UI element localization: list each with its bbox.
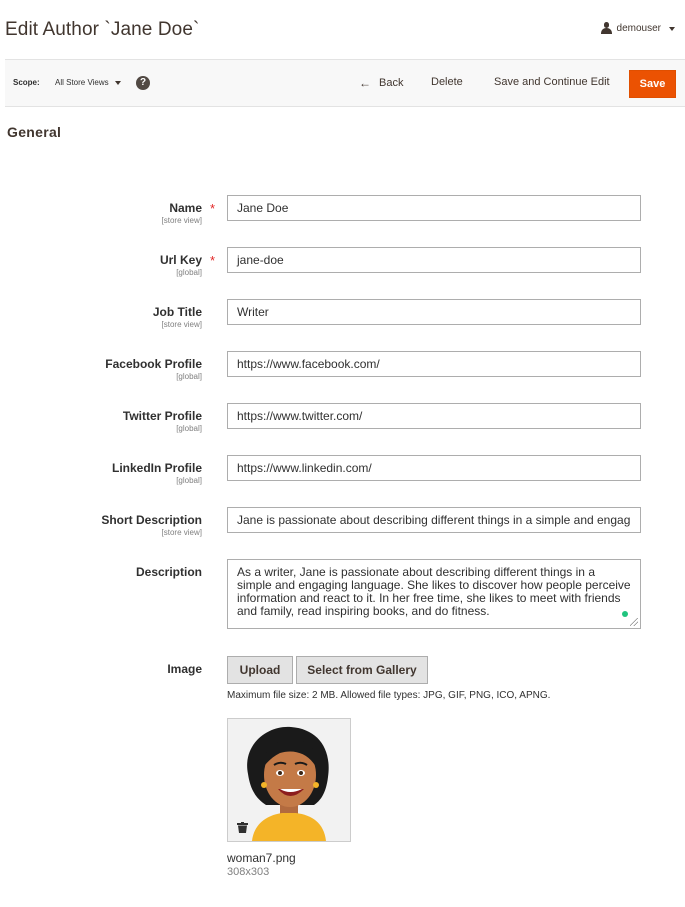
resize-handle-icon[interactable] (630, 618, 638, 626)
short-description-scope: [store view] (161, 528, 202, 537)
name-label: Name (169, 201, 202, 215)
delete-button[interactable]: Delete (431, 76, 463, 88)
description-label: Description (135, 565, 202, 579)
url-key-scope: [global] (176, 268, 202, 277)
page-toolbar (5, 59, 685, 107)
linkedin-label: LinkedIn Profile (111, 461, 202, 475)
chevron-down-icon (669, 27, 675, 31)
facebook-scope: [global] (176, 372, 202, 381)
page-title: Edit Author `Jane Doe` (5, 19, 200, 40)
select-from-gallery-button[interactable]: Select from Gallery (296, 656, 428, 684)
url-key-input[interactable]: jane-doe (227, 247, 641, 273)
help-icon[interactable]: ? (136, 76, 150, 90)
user-menu[interactable] (601, 22, 675, 35)
back-button[interactable] (359, 76, 403, 90)
scope-switcher[interactable] (55, 78, 121, 87)
short-description-label: Short Description (101, 513, 202, 527)
image-preview[interactable] (227, 718, 351, 842)
linkedin-input[interactable]: https://www.linkedin.com/ (227, 455, 641, 481)
name-input[interactable]: Jane Doe (227, 195, 641, 221)
upload-button[interactable]: Upload (227, 656, 293, 684)
username: demouser (616, 23, 661, 34)
user-icon (601, 22, 612, 35)
description-text: As a writer, Jane is passionate about describing different things in a simple and engaging language. She likes to discover how people perceive information and react to it. In her free time, she likes to meet with friends and family, read inspiring books, and do fitness. (237, 565, 631, 618)
save-button[interactable]: Save (629, 70, 676, 98)
twitter-label: Twitter Profile (122, 409, 202, 423)
name-scope: [store view] (161, 216, 202, 225)
page-header (0, 0, 685, 58)
url-key-label: Url Key (159, 253, 202, 267)
facebook-label: Facebook Profile (105, 357, 202, 371)
required-asterisk: * (210, 201, 216, 216)
image-filename: woman7.png (227, 851, 296, 865)
chevron-down-icon (115, 81, 121, 85)
job-title-label: Job Title (152, 305, 202, 319)
save-and-continue-button[interactable]: Save and Continue Edit (494, 76, 610, 88)
linkedin-scope: [global] (176, 476, 202, 485)
scope-value: All Store Views (55, 78, 109, 87)
job-title-scope: [store view] (161, 320, 202, 329)
back-label: Back (379, 77, 404, 89)
description-textarea[interactable] (227, 559, 641, 629)
section-title: General (7, 124, 62, 140)
twitter-input[interactable]: https://www.twitter.com/ (227, 403, 641, 429)
facebook-input[interactable]: https://www.facebook.com/ (227, 351, 641, 377)
required-asterisk: * (210, 253, 216, 268)
short-description-input[interactable]: Jane is passionate about describing different things in a simple and engag (227, 507, 641, 533)
twitter-scope: [global] (176, 424, 202, 433)
trash-icon[interactable] (237, 822, 248, 833)
arrow-left-icon: ← (359, 76, 371, 90)
file-size-note: Maximum file size: 2 MB. Allowed file types: JPG, GIF, PNG, ICO, APNG. (227, 690, 551, 701)
scope-label: Scope: (13, 78, 40, 87)
job-title-input[interactable]: Writer (227, 299, 641, 325)
status-dot-icon (622, 611, 628, 617)
image-dimensions: 308x303 (227, 866, 270, 878)
image-label: Image (167, 662, 202, 676)
